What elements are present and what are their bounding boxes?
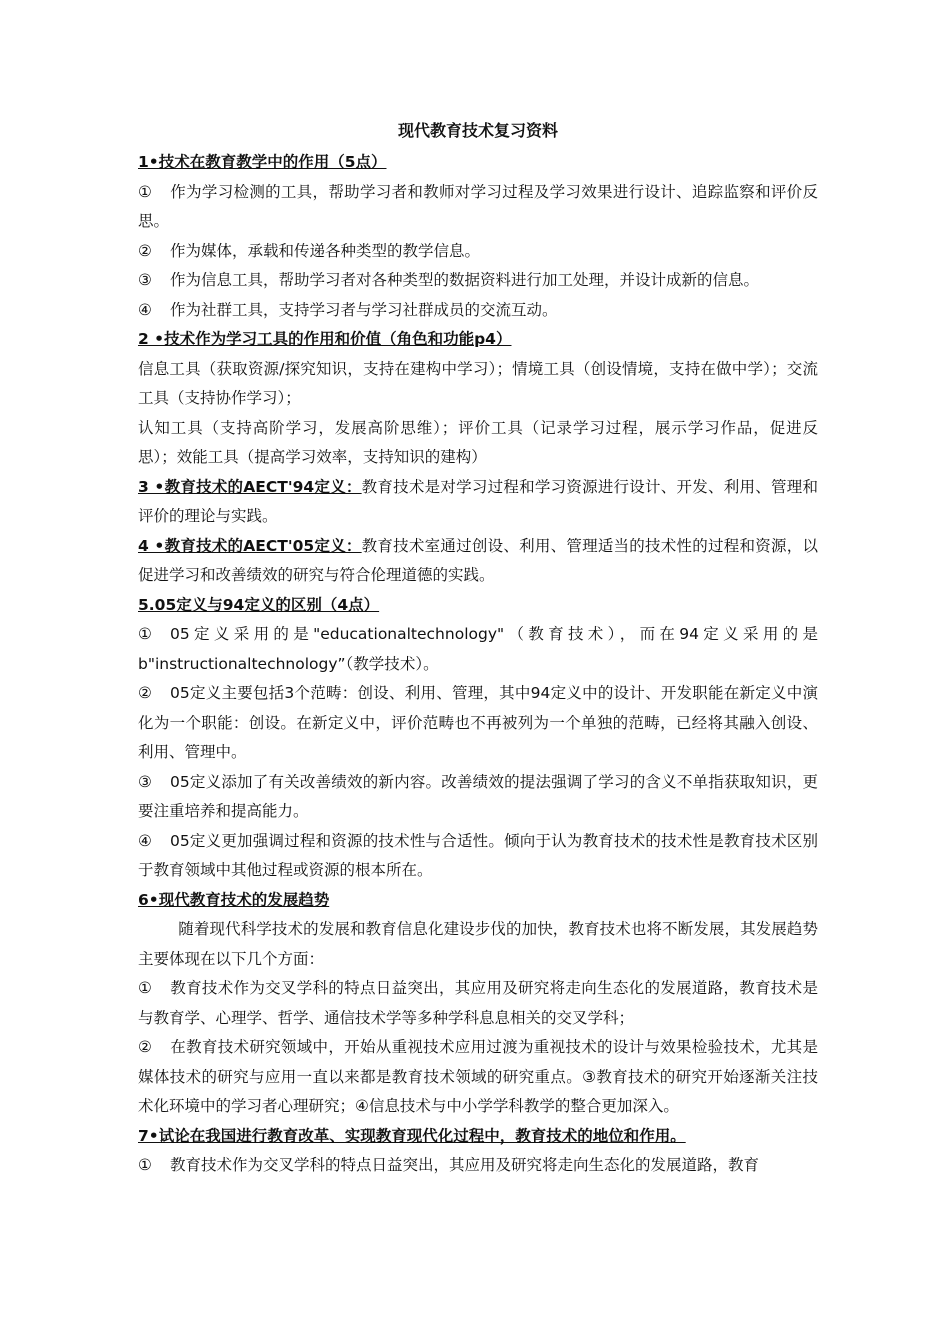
section-1-heading: 1•技术在教育教学中的作用（5点） bbox=[138, 153, 387, 171]
item-marker: ① bbox=[138, 1156, 152, 1174]
item-marker: ① bbox=[138, 182, 152, 201]
document-page bbox=[138, 116, 818, 1181]
section-3-heading: 3 •教育技术的AECT'94定义： bbox=[138, 477, 362, 496]
section-7-heading: 7•试论在我国进行教育改革、实现教育现代化过程中，教育技术的地位和作用。 bbox=[138, 1126, 686, 1145]
item-text: 05定义更加强调过程和资源的技术性与合适性。倾向于认为教育技术的技术性是教育技术区别于教育领域中其他过程或资源的根本所在。 bbox=[138, 831, 818, 879]
item-marker: ③ bbox=[138, 271, 152, 289]
item-marker: ③ bbox=[138, 772, 152, 791]
list-item bbox=[138, 827, 818, 886]
item-text: 05定义采用的是"educationaltechnology"（教育技术），而在94定义采用的是b"instructionaltechnology”（教学技术）。 bbox=[138, 625, 818, 673]
list-item bbox=[138, 974, 818, 1033]
section-5-heading: 5.05定义与94定义的区别（4点） bbox=[138, 595, 380, 614]
paragraph: 随着现代科学技术的发展和教育信息化建设步伐的加快，教育技术也将不断发展，其发展趋势主要体现在以下几个方面： bbox=[138, 920, 818, 968]
item-marker: ④ bbox=[138, 831, 152, 850]
list-item bbox=[138, 266, 818, 296]
list-item bbox=[138, 296, 818, 326]
item-text: 作为信息工具，帮助学习者对各种类型的数据资料进行加工处理，并设计成新的信息。 bbox=[170, 271, 760, 289]
list-item bbox=[138, 620, 818, 679]
item-marker: ④ bbox=[138, 300, 152, 319]
item-marker: ② bbox=[138, 684, 152, 702]
list-item bbox=[138, 768, 818, 827]
section-3 bbox=[138, 473, 818, 532]
list-item bbox=[138, 679, 818, 768]
section-6-heading: 6•现代教育技术的发展趋势 bbox=[138, 890, 330, 909]
list-item bbox=[138, 1151, 818, 1181]
section-3-text: 教育技术是对学习过程和学习资源进行设计、开发、利用、管理和评价的理论与实践。 bbox=[138, 477, 818, 525]
item-text: 教育技术作为交叉学科的特点日益突出，其应用及研究将走向生态化的发展道路，教育技术是与教育学、心理学、哲学、通信技术学等多种学科息息相关的交叉学科； bbox=[138, 979, 818, 1027]
paragraph: 认知工具（支持高阶学习，发展高阶思维）；评价工具（记录学习过程，展示学习作品，促进反思）；效能工具（提高学习效率，支持知识的建构） bbox=[138, 418, 818, 466]
item-text: 教育技术作为交叉学科的特点日益突出，其应用及研究将走向生态化的发展道路，教育 bbox=[170, 1156, 760, 1174]
item-marker: ① bbox=[138, 625, 152, 643]
section-4-heading: 4 •教育技术的AECT'05定义： bbox=[138, 536, 362, 555]
section-4 bbox=[138, 532, 818, 591]
page-title: 现代教育技术复习资料 bbox=[397, 121, 558, 140]
item-marker: ② bbox=[138, 1038, 152, 1056]
item-text: 作为社群工具，支持学习者与学习社群成员的交流互动。 bbox=[170, 300, 558, 319]
paragraph: 信息工具（获取资源/探究知识，支持在建构中学习）；情境工具（创设情境，支持在做中学）；交流工具（支持协作学习）； bbox=[138, 359, 818, 407]
list-item bbox=[138, 1033, 818, 1122]
item-text: 05定义主要包括3个范畴：创设、利用、管理，其中94定义中的设计、开发职能在新定义中演化为一个职能：创设。在新定义中，评价范畴也不再被列为一个单独的范畴，已经将其融入创设、利用、管理中。 bbox=[138, 684, 818, 761]
list-item bbox=[138, 237, 818, 267]
list-item bbox=[138, 178, 818, 237]
item-marker: ② bbox=[138, 241, 152, 260]
section-2-heading: 2 •技术作为学习工具的作用和价值（角色和功能p4） bbox=[138, 330, 512, 348]
item-text: 05定义添加了有关改善绩效的新内容。改善绩效的提法强调了学习的含义不单指获取知识，更要注重培养和提高能力。 bbox=[138, 772, 818, 820]
item-text: 作为学习检测的工具，帮助学习者和教师对学习过程及学习效果进行设计、追踪监察和评价反思。 bbox=[138, 182, 818, 230]
item-text: 在教育技术研究领域中，开始从重视技术应用过渡为重视技术的设计与效果检验技术，尤其是媒体技术的研究与应用一直以来都是教育技术领域的研究重点。③教育技术的研究开始逐渐关注技术化环境中的学习者心理研究；④信息技术与中小学学科教学的整合更加深入。 bbox=[138, 1038, 818, 1115]
item-text: 作为媒体，承载和传递各种类型的教学信息。 bbox=[170, 241, 481, 260]
item-marker: ① bbox=[138, 979, 152, 997]
section-4-text: 教育技术室通过创设、利用、管理适当的技术性的过程和资源，以促进学习和改善绩效的研究与符合伦理道德的实践。 bbox=[138, 536, 818, 584]
